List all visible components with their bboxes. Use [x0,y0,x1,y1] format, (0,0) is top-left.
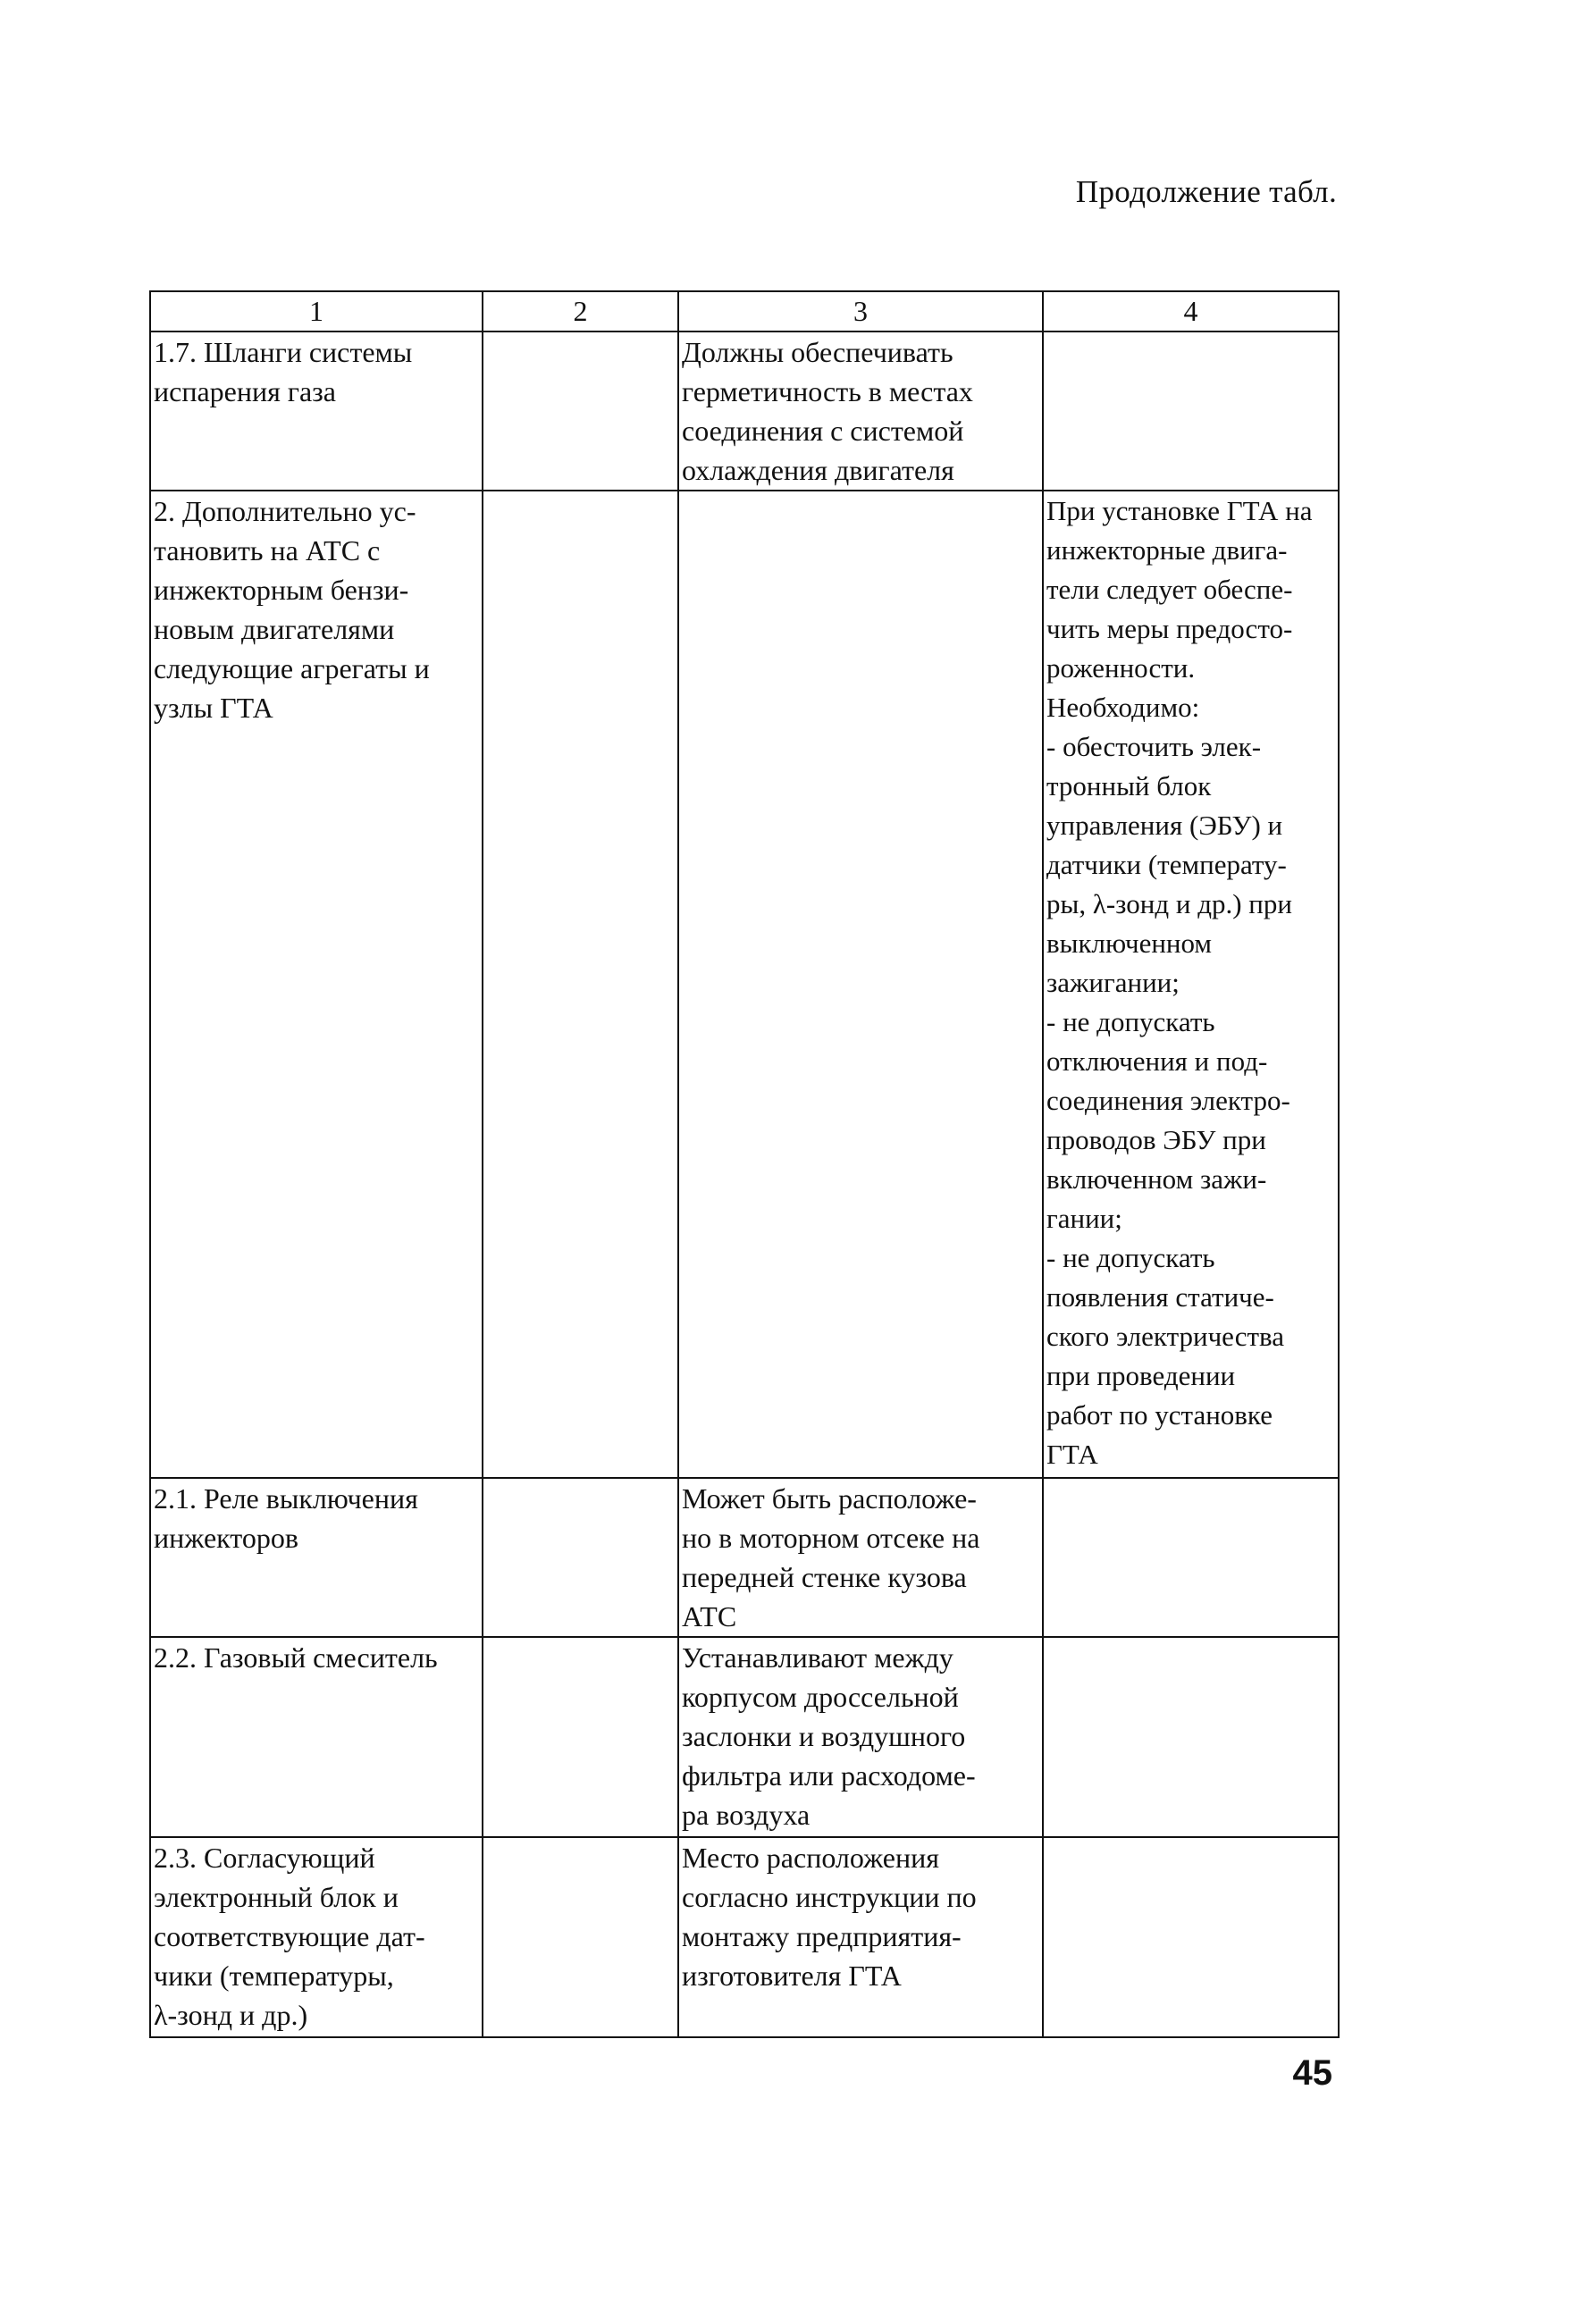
row-requirement-cell: Должны обеспечивать герметичность в местах соединения с системой охлаждения двигателя [678,332,1043,491]
row-requirement-cell: Может быть расположе- но в моторном отсеке на передней стенке кузова АТС [678,1478,1043,1637]
row-item-cell: 1.7. Шланги системы испарения газа [150,332,483,491]
row-requirement-cell [678,491,1043,1478]
row-note-cell: При установке ГТА на инжекторные двига- тели следует обеспе- чить меры предосто- роженности. Необходимо: - обесточить элек- тронный блок управления (ЭБУ) и датчики (температу- ры, λ-зонд и др.) при выключенном зажигании; - не допускать отключения и под- соединения электро- проводов ЭБУ при включенном зажи- гании; - не допускать появления статиче- ского электричества при проведении работ по установке ГТА [1043,491,1339,1478]
row-requirement-cell: Место расположения согласно инструкции по монтажу предприятия- изготовителя ГТА [678,1837,1043,2037]
column-number-4: 4 [1043,291,1339,332]
continuation-heading: Продолжение табл. [1075,174,1337,209]
row-item-cell: 2. Дополнительно ус- тановить на АТС с инжекторным бензи- новым двигателями следующие агрегаты и узлы ГТА [150,491,483,1478]
row-note-cell [1043,332,1339,491]
table-row [150,332,1339,491]
table-row [150,1837,1339,2037]
row-note-cell [1043,1478,1339,1637]
row-item-cell: 2.1. Реле выключения инжекторов [150,1478,483,1637]
page-number: 45 [1292,2053,1332,2093]
row-note-cell [1043,1837,1339,2037]
row-item-cell: 2.3. Согласующий электронный блок и соответствующие дат- чики (температуры, λ-зонд и др.) [150,1837,483,2037]
row-col2-cell [483,1478,678,1637]
row-requirement-cell: Устанавливают между корпусом дроссельной заслонки и воздушного фильтра или расходоме- ра воздуха [678,1637,1043,1837]
column-number-1: 1 [150,291,483,332]
requirements-table [149,290,1340,2038]
table-header-row [150,291,1339,332]
row-col2-cell [483,491,678,1478]
table-row [150,1478,1339,1637]
row-item-cell: 2.2. Газовый смеситель [150,1637,483,1837]
row-col2-cell [483,1637,678,1837]
table-row [150,491,1339,1478]
row-col2-cell [483,1837,678,2037]
column-number-2: 2 [483,291,678,332]
column-number-3: 3 [678,291,1043,332]
table-row [150,1637,1339,1837]
row-col2-cell [483,332,678,491]
row-note-cell [1043,1637,1339,1837]
